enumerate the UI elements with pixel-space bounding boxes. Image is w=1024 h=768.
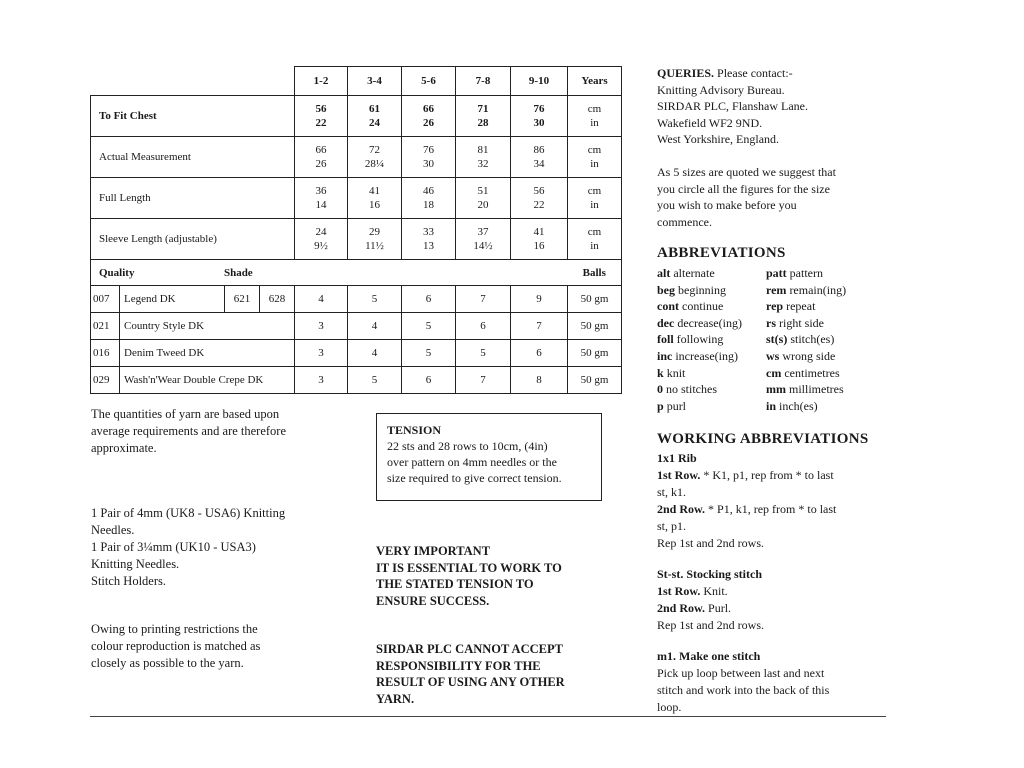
balls-count: 6 (402, 286, 456, 313)
in-value: 34 (533, 158, 545, 170)
measurement-cell (295, 96, 348, 137)
abbreviation-value: centimetres (784, 365, 840, 380)
cm-value: 37 (477, 226, 489, 238)
in-value: 22 (315, 117, 327, 129)
yarn-name: Legend DK (124, 293, 176, 305)
size-header: 9-10 (511, 67, 568, 96)
balls-count: 7 (511, 313, 568, 340)
in-value: 13 (423, 240, 434, 252)
balls-unit: 50 gm (568, 340, 622, 367)
abbreviation-row (657, 381, 887, 398)
abbreviation-key: mm (766, 382, 786, 397)
measurement-row (91, 178, 622, 219)
tension-title: TENSION (387, 423, 442, 437)
measurement-cell (456, 219, 511, 260)
colour-note (91, 621, 351, 672)
abbreviation-value: repeat (786, 299, 816, 314)
balls-unit: 50 gm (568, 286, 622, 313)
measurement-cell (295, 137, 348, 178)
cm-value: 66 (423, 103, 434, 115)
yarn-name: Country Style DK (124, 320, 205, 332)
yarn-code: 029 (91, 367, 120, 393)
cm-value: 76 (533, 103, 545, 115)
abbreviation-item (657, 381, 766, 398)
cm-value: 81 (477, 144, 489, 156)
abbreviation-item (657, 398, 766, 415)
measurement-cell (402, 96, 456, 137)
note-line: closely as possible to the yarn. (91, 656, 244, 670)
balls-count: 3 (295, 313, 348, 340)
unit-cm: cm (587, 144, 602, 156)
measurement-cell (348, 96, 402, 137)
important-line: ENSURE SUCCESS. (376, 593, 490, 608)
abbreviation-key: p (657, 398, 664, 413)
queries-title: QUERIES. (657, 66, 715, 80)
abbreviation-item (657, 298, 766, 315)
queries-block (657, 65, 897, 148)
disclaimer-line: YARN. (376, 691, 415, 706)
abbreviation-value: wrong side (782, 348, 836, 363)
row-label: 2nd Row. (657, 601, 706, 615)
unit-cell (568, 96, 622, 137)
in-value: 32 (477, 158, 489, 170)
abbreviation-item (657, 331, 766, 348)
balls-count: 6 (402, 367, 456, 394)
measurement-cell (295, 178, 348, 219)
balls-count: 5 (348, 286, 402, 313)
yarn-code: 007 (91, 286, 120, 312)
abbreviation-value: no stitches (666, 382, 717, 397)
sizes-note (657, 164, 897, 230)
measurement-cell (402, 219, 456, 260)
in-value: 20 (477, 199, 489, 211)
abbreviation-value: millimetres (789, 382, 844, 397)
measurement-cell (348, 137, 402, 178)
balls-count: 7 (456, 286, 511, 313)
unit-cm: cm (587, 185, 602, 197)
cm-value: 71 (477, 103, 489, 115)
measurement-label: Sleeve Length (adjustable) (91, 219, 295, 260)
stst-section (657, 566, 897, 634)
note-line: Stitch Holders. (91, 574, 166, 588)
abbreviation-key: 0 (657, 382, 663, 397)
balls-count: 7 (456, 367, 511, 394)
cm-value: 41 (533, 226, 545, 238)
abbreviation-key: patt (766, 266, 787, 280)
bottom-rule (90, 716, 886, 717)
measurement-cell (511, 178, 568, 219)
row-text: st, p1. (657, 519, 687, 533)
balls-count: 4 (295, 286, 348, 313)
abbreviation-row (657, 331, 887, 348)
note-line: approximate. (91, 441, 157, 455)
row-text: * P1, k1, rep from * to last (705, 502, 837, 516)
quantities-note (91, 406, 351, 457)
unit-cell (568, 137, 622, 178)
cm-value: 51 (477, 185, 489, 197)
abbreviation-key: beg (657, 282, 675, 297)
abbreviation-item (657, 365, 766, 382)
abbreviation-key: cont (657, 299, 679, 314)
stst-title: St-st. Stocking stitch (657, 567, 763, 581)
cm-value: 76 (423, 144, 434, 156)
disclaimer-line: RESPONSIBILITY FOR THE (376, 658, 541, 673)
instruction-line (657, 583, 897, 600)
m1-line: stitch and work into the back of this (657, 683, 830, 697)
balls-count: 4 (348, 340, 402, 367)
years-header: Years (568, 67, 622, 96)
yarn-code: 021 (91, 313, 120, 339)
cm-value: 56 (315, 103, 327, 115)
rib-section (657, 450, 897, 552)
important-line: VERY IMPORTANT (376, 544, 491, 558)
table-corner (91, 67, 295, 96)
balls-unit: 50 gm (568, 367, 622, 394)
abbreviation-value: following (676, 332, 724, 347)
note-line: Knitting Needles. (91, 557, 180, 571)
note-line: average requirements and are therefore (91, 424, 287, 438)
note-line: The quantities of yarn are based upon (91, 407, 280, 421)
cm-value: 66 (315, 144, 327, 156)
in-value: 16 (533, 240, 545, 252)
in-value: 30 (533, 117, 545, 129)
size-table (90, 66, 622, 394)
row-text: Knit. (700, 584, 728, 598)
abbreviation-item (766, 365, 840, 382)
balls-count: 8 (511, 367, 568, 394)
row-text: Rep 1st and 2nd rows. (657, 618, 764, 632)
important-line: THE STATED TENSION TO (376, 577, 534, 591)
shade-label: Shade (223, 266, 253, 279)
abbreviation-value: alternate (673, 266, 715, 280)
disclaimer-line: RESULT OF USING ANY OTHER (376, 675, 565, 689)
cm-value: 33 (423, 226, 434, 238)
measurement-label: Full Length (91, 178, 295, 219)
cm-value: 24 (315, 226, 327, 238)
abbreviation-row (657, 282, 887, 299)
unit-in: in (590, 117, 599, 129)
queries-line: West Yorkshire, England. (657, 132, 780, 147)
abbreviations-heading: ABBREVIATIONS (657, 245, 786, 261)
balls-count: 4 (348, 313, 402, 340)
sizes-line: As 5 sizes are quoted we suggest that (657, 165, 836, 179)
abbreviation-value: knit (666, 365, 686, 380)
unit-cm: cm (587, 103, 602, 115)
in-value: 22 (533, 199, 545, 211)
yarn-row (91, 313, 622, 340)
row-label: 1st Row. (657, 584, 701, 598)
unit-cell (568, 219, 622, 260)
yarn-name: Denim Tweed DK (124, 347, 205, 359)
cm-value: 86 (533, 144, 545, 156)
instruction-line (657, 535, 897, 552)
abbreviation-item (766, 331, 834, 348)
measurement-row (91, 137, 622, 178)
abbreviation-key: dec (657, 315, 675, 330)
balls-count: 6 (456, 313, 511, 340)
yarn-name: Wash'n'Wear Double Crepe DK (124, 374, 264, 386)
yarn-quality-cell (91, 340, 295, 367)
in-value: 26 (423, 117, 434, 129)
size-header: 5-6 (402, 67, 456, 96)
abbreviation-item (657, 282, 766, 299)
measurement-cell (348, 178, 402, 219)
abbreviation-key: alt (657, 266, 671, 280)
balls-count: 5 (348, 367, 402, 394)
measurement-cell (456, 178, 511, 219)
cm-value: 29 (369, 226, 380, 238)
measurements-body (91, 96, 622, 260)
abbreviation-key: k (657, 365, 664, 380)
tension-box (376, 413, 602, 501)
abbreviation-item (657, 315, 766, 332)
abbreviation-item (766, 298, 815, 315)
abbreviation-value: beginning (678, 282, 726, 297)
abbreviation-row (657, 398, 887, 415)
size-header: 7-8 (456, 67, 511, 96)
measurement-cell (511, 219, 568, 260)
measurement-cell (511, 137, 568, 178)
abbreviation-row (657, 365, 887, 382)
abbreviation-value: remain(ing) (789, 282, 847, 297)
in-value: 28¼ (364, 158, 385, 170)
cm-value: 46 (423, 185, 434, 197)
yarn-body (91, 286, 622, 394)
instruction-line (657, 501, 897, 518)
unit-cm: cm (587, 226, 602, 238)
rib-title: 1x1 Rib (657, 451, 697, 465)
instruction-line (657, 484, 897, 501)
row-text: st, k1. (657, 485, 687, 499)
measurement-cell (456, 137, 511, 178)
yarn-code: 016 (91, 340, 120, 366)
abbreviation-row (657, 265, 887, 282)
in-value: 26 (315, 158, 327, 170)
yarn-quality-cell (91, 313, 295, 340)
shade-number: 621 (224, 286, 259, 312)
in-value: 18 (423, 199, 434, 211)
abbreviation-value: decrease(ing) (677, 315, 742, 330)
measurement-cell (295, 219, 348, 260)
rib-lines (657, 467, 897, 552)
balls-count: 5 (402, 340, 456, 367)
note-line: colour reproduction is matched as (91, 639, 261, 653)
row-text: * K1, p1, rep from * to last (700, 468, 834, 482)
measurement-cell (348, 219, 402, 260)
size-header: 1-2 (295, 67, 348, 96)
cm-value: 36 (315, 185, 327, 197)
measurement-label: Actual Measurement (91, 137, 295, 178)
quality-header-row (91, 260, 622, 286)
sirdar-disclaimer (376, 641, 616, 707)
row-text: Purl. (705, 601, 732, 615)
abbreviation-row (657, 348, 887, 365)
important-line: IT IS ESSENTIAL TO WORK TO (376, 560, 562, 575)
balls-count: 6 (511, 340, 568, 367)
abbreviation-value: stitch(es) (790, 332, 835, 347)
tension-line: size required to give correct tension. (387, 471, 562, 485)
abbreviations-list (657, 265, 887, 414)
balls-count: 3 (295, 340, 348, 367)
cm-value: 72 (369, 144, 380, 156)
measurement-cell (511, 96, 568, 137)
unit-in: in (590, 240, 599, 252)
cm-value: 41 (369, 185, 380, 197)
queries-line: Knitting Advisory Bureau. (657, 82, 785, 97)
abbreviation-key: ws (766, 348, 780, 363)
yarn-row (91, 340, 622, 367)
abbreviation-key: rep (766, 299, 784, 314)
cm-value: 61 (369, 103, 380, 115)
abbreviation-item (657, 348, 766, 365)
table-header-row (91, 67, 622, 96)
needles-note (91, 505, 351, 590)
size-header: 3-4 (348, 67, 402, 96)
m1-section (657, 648, 897, 716)
m1-title: m1. Make one stitch (657, 649, 761, 663)
instruction-line (657, 617, 897, 634)
note-line: Needles. (91, 523, 135, 537)
note-line: Owing to printing restrictions the (91, 622, 258, 636)
in-value: 14½ (473, 240, 493, 252)
balls-count: 5 (456, 340, 511, 367)
instruction-line (657, 600, 897, 617)
abbreviation-row (657, 298, 887, 315)
measurement-cell (402, 178, 456, 219)
sizes-line: you circle all the figures for the size (657, 181, 830, 196)
working-abbreviations-heading: WORKING ABBREVIATIONS (657, 431, 869, 447)
abbreviation-item (766, 282, 846, 299)
abbreviation-item (766, 315, 824, 332)
in-value: 30 (423, 158, 434, 170)
important-notice (376, 543, 616, 609)
shade-number: 628 (259, 286, 294, 312)
unit-in: in (590, 199, 599, 211)
m1-line: loop. (657, 700, 682, 714)
abbreviation-key: st(s) (766, 332, 788, 347)
yarn-row (91, 367, 622, 394)
abbreviation-key: foll (657, 332, 674, 347)
in-value: 24 (369, 117, 380, 129)
abbreviation-value: purl (666, 398, 687, 413)
abbreviation-value: right side (779, 315, 824, 330)
yarn-row (91, 286, 622, 313)
measurement-cell (402, 137, 456, 178)
abbreviation-key: in (766, 398, 777, 413)
unit-in: in (590, 158, 599, 170)
note-line: 1 Pair of 4mm (UK8 - USA6) Knitting (91, 506, 286, 520)
abbreviation-key: rem (766, 282, 787, 297)
measurement-cell (456, 96, 511, 137)
unit-cell (568, 178, 622, 219)
row-label: 2nd Row. (657, 502, 706, 516)
abbreviation-key: rs (766, 315, 776, 330)
balls-count: 3 (295, 367, 348, 394)
abbreviation-item (766, 381, 844, 398)
in-value: 11½ (365, 240, 384, 252)
disclaimer-line: SIRDAR PLC CANNOT ACCEPT (376, 642, 563, 656)
measurement-row (91, 219, 622, 260)
instruction-line (657, 518, 897, 535)
measurement-row (91, 96, 622, 137)
in-value: 14 (315, 199, 327, 211)
abbreviation-item (766, 265, 823, 282)
m1-line: Pick up loop between last and next (657, 666, 825, 680)
measurement-label: To Fit Chest (91, 96, 295, 137)
row-label: 1st Row. (657, 468, 701, 482)
note-line: 1 Pair of 3¼mm (UK10 - USA3) (91, 540, 256, 554)
queries-line: Please contact:- (717, 66, 793, 80)
stst-lines (657, 583, 897, 634)
tension-line: over pattern on 4mm needles or the (387, 455, 557, 469)
abbreviation-row (657, 315, 887, 332)
in-value: 28 (477, 117, 489, 129)
balls-unit: 50 gm (568, 313, 622, 340)
balls-label: Balls (568, 260, 622, 286)
abbreviation-key: cm (766, 365, 782, 380)
quality-label: Quality (99, 266, 135, 279)
balls-count: 5 (402, 313, 456, 340)
abbreviation-item (657, 265, 766, 282)
sizes-line: commence. (657, 214, 712, 229)
yarn-quality-cell (91, 367, 295, 394)
instruction-line (657, 467, 897, 484)
abbreviation-key: inc (657, 348, 673, 363)
in-value: 9½ (314, 240, 328, 252)
abbreviation-item (766, 398, 818, 415)
in-value: 16 (369, 199, 380, 211)
abbreviation-value: inch(es) (779, 398, 818, 413)
queries-line: Wakefield WF2 9ND. (657, 115, 763, 130)
yarn-quality-cell (91, 286, 295, 313)
cm-value: 56 (533, 185, 545, 197)
tension-line: 22 sts and 28 rows to 10cm, (4in) (387, 439, 548, 453)
abbreviation-value: pattern (789, 266, 823, 280)
row-text: Rep 1st and 2nd rows. (657, 536, 764, 550)
balls-count: 9 (511, 286, 568, 313)
abbreviation-value: continue (682, 299, 724, 314)
abbreviation-value: increase(ing) (675, 348, 738, 363)
queries-line: SIRDAR PLC, Flanshaw Lane. (657, 99, 808, 114)
sizes-line: you wish to make before you (657, 198, 797, 213)
abbreviation-item (766, 348, 835, 365)
